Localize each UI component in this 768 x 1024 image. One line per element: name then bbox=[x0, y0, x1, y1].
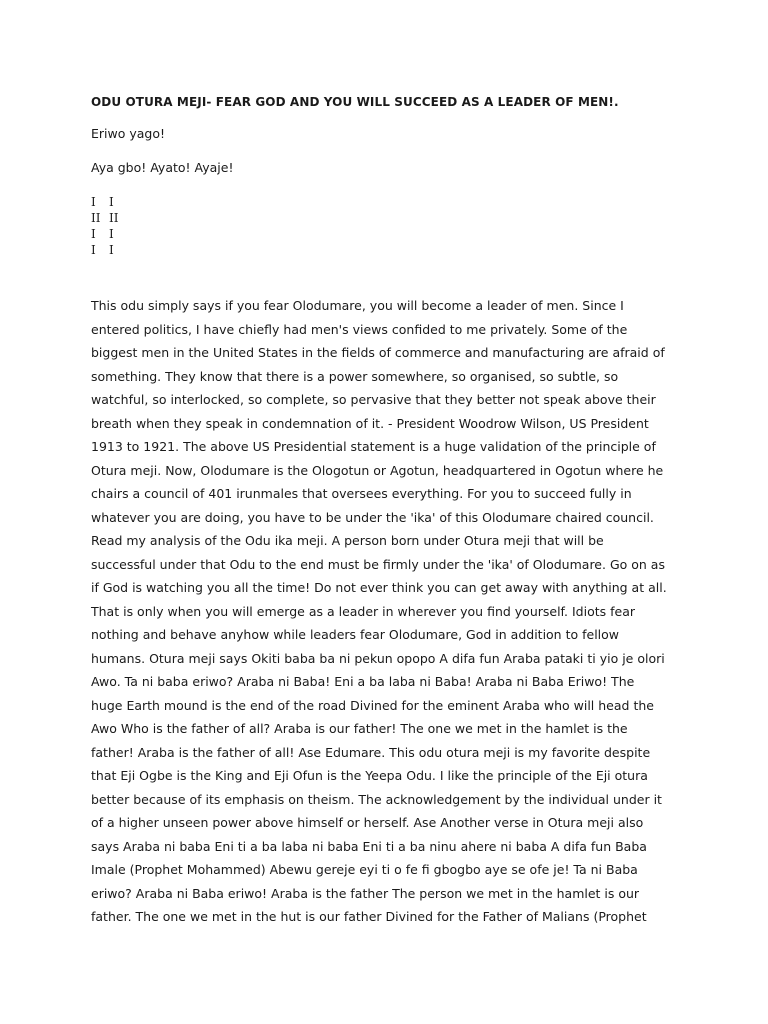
body-line: 1913 to 1921. The above US Presidential statement is a huge validation of the principle of bbox=[91, 439, 656, 454]
body-line: breath when they speak in condemnation of it. - President Woodrow Wilson, US President bbox=[91, 415, 649, 431]
odu-mark-right: I bbox=[109, 227, 114, 241]
odu-mark-left: I bbox=[91, 227, 96, 241]
body-line: That is only when you will emerge as a leader in wherever you find yourself. Idiots fear bbox=[91, 603, 636, 619]
body-line: better because of its emphasis on theism. The acknowledgement by the individual under it bbox=[91, 791, 662, 807]
body-line: of a higher unseen power above himself or herself. Ase Another verse in Otura meji also bbox=[91, 815, 644, 830]
odu-mark-row bbox=[91, 210, 118, 226]
odu-mark-row bbox=[91, 194, 118, 210]
body-line: humans. Otura meji says Okiti baba ba ni pekun opopo A difa fun Araba pataki ti yio je olori bbox=[91, 650, 665, 666]
odu-mark-right: II bbox=[109, 211, 119, 225]
odu-mark-right: I bbox=[109, 243, 114, 257]
body-line: watchful, so interlocked, so complete, so pervasive that they better not speak above their bbox=[91, 392, 656, 407]
document-page bbox=[91, 94, 691, 924]
body-line: something. They know that there is a power somewhere, so organised, so subtle, so bbox=[91, 368, 619, 384]
body-line: This odu simply says if you fear Olodumare, you will become a leader of men. Since I bbox=[91, 298, 624, 313]
odu-mark-right: I bbox=[109, 195, 114, 209]
body-line: nothing and behave anyhow while leaders fear Olodumare, God in addition to fellow bbox=[91, 627, 620, 642]
body-line: Otura meji. Now, Olodumare is the Ologotun or Agotun, headquartered in Ogotun where he bbox=[91, 462, 664, 478]
body-line: huge Earth mound is the end of the road Divined for the eminent Araba who will head the bbox=[91, 697, 654, 713]
odu-mark-row bbox=[91, 242, 118, 258]
body-line: entered politics, I have chiefly had men's views confided to me privately. Some of the bbox=[91, 321, 628, 337]
body-line: Awo. Ta ni baba eriwo? Araba ni Baba! Eni a ba laba ni Baba! Araba ni Baba Eriwo! The bbox=[91, 674, 635, 689]
odu-mark-row bbox=[91, 226, 118, 242]
body-line: chairs a council of 401 irunmales that oversees everything. For you to succeed fully in bbox=[91, 486, 632, 501]
document-title: ODU OTURA MEJI- FEAR GOD AND YOU WILL SUCCEED AS A LEADER OF MEN!. bbox=[91, 95, 619, 109]
body-line: Read my analysis of the Odu ika meji. A person born under Otura meji that will be bbox=[91, 533, 604, 548]
body-line: father! Araba is the father of all! Ase Edumare. This odu otura meji is my favorite despite bbox=[91, 744, 651, 760]
body-line: Imale (Prophet Mohammed) Abewu gereje eyi ti o fe fi gbogbo aye se ofe je! Ta ni Baba bbox=[91, 862, 638, 877]
odu-mark-left: I bbox=[91, 195, 96, 209]
body-line: successful under that Odu to the end must be firmly under the 'ika' of Olodumare. Go on as bbox=[91, 556, 665, 572]
body-line: whatever you are doing, you have to be under the 'ika' of this Olodumare chaired council. bbox=[91, 509, 654, 525]
odu-mark-left: I bbox=[91, 243, 96, 257]
body-line: that Eji Ogbe is the King and Eji Ofun is the Yeepa Odu. I like the principle of the Eji otura bbox=[91, 768, 648, 783]
body-line: eriwo? Araba ni Baba eriwo! Araba is the father The person we met in the hamlet is our bbox=[91, 885, 640, 901]
body-paragraph bbox=[91, 294, 691, 929]
body-line: father. The one we met in the hut is our father Divined for the Father of Malians (Prophet bbox=[91, 909, 647, 924]
odu-mark-left: II bbox=[91, 211, 101, 225]
odu-signature-marks bbox=[91, 194, 118, 258]
body-line: biggest men in the United States in the fields of commerce and manufacturing are afraid of bbox=[91, 345, 665, 360]
body-line: if God is watching you all the time! Do not ever think you can get away with anything at all. bbox=[91, 580, 667, 595]
body-line: Awo Who is the father of all? Araba is our father! The one we met in the hamlet is the bbox=[91, 721, 628, 736]
greeting-text: Eriwo yago! bbox=[91, 126, 166, 141]
body-line: says Araba ni baba Eni ti a ba laba ni baba Eni ti a ba ninu ahere ni baba A difa fun Baba bbox=[91, 838, 647, 854]
chant-text: Aya gbo! Ayato! Ayaje! bbox=[91, 160, 234, 175]
